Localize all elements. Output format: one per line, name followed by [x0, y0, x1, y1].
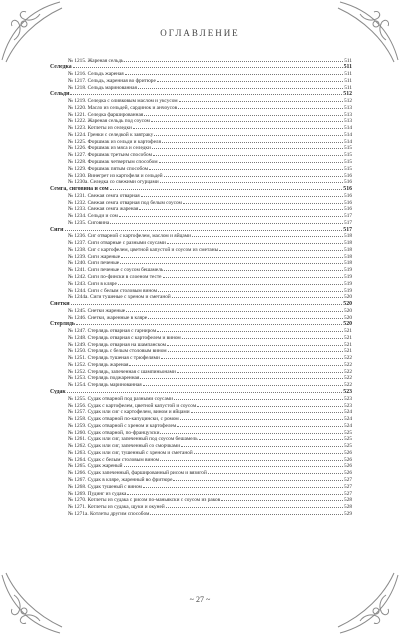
toc-entry-page: 521 — [344, 341, 352, 347]
toc-entry — [50, 394, 352, 401]
toc-entry-page: 519 — [344, 287, 352, 293]
toc-entry-page: 520 — [344, 294, 352, 300]
toc-entry — [50, 455, 352, 462]
toc-entry — [50, 151, 352, 158]
toc-entry-page: 515 — [344, 152, 352, 158]
toc-entry-title: № 1215. Жареная сельдь — [68, 57, 124, 63]
dot-leader — [148, 313, 343, 319]
toc-entry-page: 529 — [344, 510, 352, 517]
toc-entry-title: № 1239. Сиги жареные — [68, 253, 121, 259]
dot-leader — [140, 374, 343, 380]
toc-entry — [50, 509, 352, 516]
toc-entry-title: № 1258. Судак отварной по-капуцински, с ромом — [68, 416, 179, 422]
toc-entry-page: 511 — [344, 77, 352, 84]
dot-leader — [67, 388, 343, 394]
toc-entry-page: 524 — [344, 409, 352, 415]
toc-entry-page: 526 — [344, 456, 352, 462]
toc-entry-title: № 1248. Стерлядь отварная с картофелем и вином — [68, 334, 181, 341]
toc-entry-title: № 1257. Судак или сиг с картофелем, вином и яйцами — [68, 409, 190, 415]
toc-entry — [50, 252, 352, 259]
toc-entry-page: 525 — [344, 443, 352, 449]
toc-entry-title: № 1234. Сельди и сом — [68, 213, 118, 219]
dot-leader — [157, 327, 343, 333]
toc-entry-title: № 1251. Стерлядь тушеная с трюфелями — [68, 355, 160, 361]
toc-entry-page: 525 — [344, 436, 352, 442]
toc-entry-title: Семга, сиговина и сом — [50, 186, 109, 192]
toc-entry — [50, 415, 352, 422]
dot-leader — [173, 475, 343, 481]
dot-leader — [153, 151, 343, 157]
toc-entry — [50, 110, 352, 117]
dot-leader — [151, 117, 343, 123]
toc-entry-title: № 1253. Стерлядь поджаренная — [68, 375, 140, 381]
toc-entry-title: № 1238. Сиг с картофелем, цветной капустой и соусом из сметаны — [68, 246, 219, 253]
toc-entry-title: № 1229. Форшмак пятым способом — [68, 165, 149, 172]
toc-entry — [50, 266, 352, 273]
toc-entry-page: 518 — [344, 240, 352, 246]
toc-entry-page: 517 — [343, 226, 352, 232]
toc-entry — [50, 503, 352, 510]
toc-section-heading — [50, 388, 352, 395]
dot-leader — [164, 171, 343, 177]
toc-entry-title: № 1265. Судак жареный — [68, 463, 123, 469]
dot-leader — [174, 394, 343, 400]
toc-entry-page: 515 — [344, 145, 352, 151]
toc-entry-title: № 1235. Сиговина — [68, 219, 110, 226]
dot-leader — [110, 218, 343, 224]
toc-entry — [50, 70, 352, 77]
toc-entry-page: 521 — [344, 328, 352, 334]
page-title: ОГЛАВЛЕНИЕ — [160, 28, 240, 38]
toc-entry — [50, 191, 352, 198]
toc-entry-page: 518 — [344, 260, 352, 266]
toc-entry-page: 523 — [344, 395, 352, 402]
toc-entry — [50, 428, 352, 435]
toc-entry-title: № 1264. Судак с белым столовым вином — [68, 456, 160, 462]
toc-entry-title: № 1267. Судак в кляре, жаренный во фритюре — [68, 476, 173, 483]
toc-entry — [50, 76, 352, 83]
toc-entry-page: 527 — [344, 476, 352, 483]
toc-entry — [50, 435, 352, 442]
dot-leader — [73, 63, 343, 69]
toc-entry-title: № 1218. Сельдь маринованная — [68, 84, 137, 90]
dot-leader — [119, 212, 343, 218]
toc-entry-page: 522 — [344, 355, 352, 361]
dot-leader — [194, 448, 343, 454]
toc-entry-page: 518 — [344, 253, 352, 259]
toc-entry-title: № 1263. Судак или сиг, тушенный с хреном и сметаной — [68, 449, 193, 456]
dot-leader — [164, 266, 343, 272]
dot-leader — [178, 103, 343, 109]
toc-entry — [50, 83, 352, 90]
toc-entry-title: № 1271. Котлеты из судака, щуки и окуней — [68, 504, 165, 510]
toc-entry-title: № 1266. Судак запеченный, фаршированный рисом и вязигой — [68, 470, 207, 476]
toc-section-heading — [50, 320, 352, 327]
dot-leader — [167, 340, 343, 346]
dot-leader — [161, 354, 343, 360]
toc-entry — [50, 117, 352, 124]
toc-entry-page: 512 — [344, 98, 352, 104]
toc-entry-title: № 1250. Стерлядь с белым столовым вином — [68, 348, 167, 354]
toc-entry — [50, 293, 352, 300]
toc-entry-page: 514 — [344, 131, 352, 138]
toc-entry-page: 524 — [344, 422, 352, 429]
toc-entry-page: 513 — [344, 118, 352, 124]
toc-entry-page: 523 — [343, 389, 352, 395]
toc-entry — [50, 482, 352, 489]
dot-leader — [138, 83, 343, 89]
dot-leader — [162, 137, 343, 143]
toc-entry-title: № 1252. Стерлядь жареная — [68, 361, 129, 368]
toc-entry — [50, 164, 352, 171]
dot-leader — [71, 300, 343, 306]
toc-entry-page: 528 — [344, 497, 352, 503]
toc-entry-page: 513 — [344, 104, 352, 111]
dot-leader — [152, 144, 343, 150]
dot-leader — [160, 428, 343, 434]
toc-entry-title: № 1236. Сиг отварной с картофелем, маслом и яйцами — [68, 233, 191, 239]
toc-entry — [50, 218, 352, 225]
dot-leader — [124, 462, 344, 468]
toc-entry-page: 524 — [344, 416, 352, 422]
dot-leader — [219, 245, 343, 251]
toc-entry — [50, 205, 352, 212]
toc-entry — [50, 130, 352, 137]
toc-entry-page: 525 — [344, 429, 352, 435]
toc-entry-page: 526 — [344, 463, 352, 469]
dot-leader — [158, 286, 343, 292]
toc-entry-title: № 1221. Селедка фаршированная — [68, 111, 144, 117]
toc-entry — [50, 421, 352, 428]
dot-leader — [124, 56, 343, 62]
toc-entry-page: 518 — [344, 246, 352, 253]
dot-leader — [208, 469, 343, 475]
toc-entry-title: № 1270. Котлеты из судака с рисом по-маньякски с соусом из раков — [68, 497, 221, 503]
toc-entry-page: 516 — [343, 186, 352, 192]
dot-leader — [168, 347, 343, 353]
toc-entry — [50, 313, 352, 320]
dot-leader — [177, 421, 343, 427]
toc-entry-page: 522 — [344, 368, 352, 374]
toc-entry-title: № 1232. Свежая семга отварная под белым соусом — [68, 199, 182, 205]
toc-entry-page: 511 — [344, 57, 352, 63]
toc-entry-title: № 1260. Судак отварной, по-французски — [68, 429, 160, 435]
dot-leader — [127, 489, 343, 495]
dot-leader — [126, 306, 343, 312]
toc-entry-title: № 1243. Сиги в кляре — [68, 280, 117, 287]
toc-entry-page: 528 — [344, 504, 352, 510]
toc-entry-page: 526 — [344, 449, 352, 456]
toc-entry-page: 520 — [343, 301, 352, 307]
toc-entry-title: № 1224. Гренки с селедкой к завтраку — [68, 131, 154, 138]
toc-entry — [50, 171, 352, 178]
toc-entry — [50, 198, 352, 205]
toc-entry-title: № 1230. Винегрет из картофеля и сельдей — [68, 172, 163, 178]
toc-entry-page: 522 — [344, 361, 352, 368]
dot-leader — [167, 239, 343, 245]
dot-leader — [139, 205, 343, 211]
dot-leader — [181, 442, 343, 448]
toc-entry — [50, 97, 352, 104]
toc-entry-title: № 1254. Стерлядь маринованная — [68, 382, 142, 388]
toc-entry-title: № 1242. Сиги по-фински в слоеном тесте — [68, 274, 162, 280]
dot-leader — [129, 360, 343, 366]
toc-entry — [50, 475, 352, 482]
toc-entry — [50, 212, 352, 219]
toc-entry — [50, 327, 352, 334]
toc-entry-page: 517 — [344, 213, 352, 219]
toc-entry-title: № 1268. Судак тушеный с вином — [68, 483, 142, 489]
dot-leader — [182, 333, 343, 339]
toc-section-heading — [50, 185, 352, 192]
toc-entry-title: № 1220. Масло из сельдей, сардинок и анчоусов — [68, 104, 178, 111]
dot-leader — [144, 110, 343, 116]
dot-leader — [70, 90, 342, 96]
dot-leader — [199, 435, 343, 441]
toc-entry-title: № 1256. Судак с картофелем, цветной капустой и соусом — [68, 402, 197, 408]
dot-leader — [143, 482, 343, 488]
dot-leader — [110, 185, 343, 191]
toc-entry-page: 518 — [344, 233, 352, 239]
dot-leader — [160, 455, 343, 461]
dot-leader — [141, 191, 343, 197]
toc-entry-page: 519 — [344, 274, 352, 280]
dot-leader — [166, 503, 343, 509]
toc-entry-title: № 1231. Свежая семга отварная — [68, 192, 140, 199]
toc-entry — [50, 374, 352, 381]
dot-leader — [154, 130, 343, 136]
toc-entry-page: 520 — [344, 314, 352, 320]
toc-entry-title: № 1246. Снетки, жаренные в кляре — [68, 314, 148, 320]
toc-entry — [50, 279, 352, 286]
toc-entry — [50, 232, 352, 239]
dot-leader — [221, 496, 343, 502]
toc-entry — [50, 178, 352, 185]
toc-entry-title: № 1230а. Селедка со свежими огурцами — [68, 179, 159, 185]
toc-entry-page: 511 — [344, 71, 352, 77]
toc-entry — [50, 306, 352, 313]
toc-entry-title: Стерлядь — [50, 321, 75, 327]
dot-leader — [180, 415, 343, 421]
toc-entry-page: 511 — [343, 64, 352, 70]
toc-entry-page: 520 — [343, 321, 352, 327]
toc-entry — [50, 360, 352, 367]
dot-leader — [149, 164, 343, 170]
toc-entry-title: № 1228. Форшмак четвертым способом — [68, 158, 158, 165]
toc-entry-page: 514 — [344, 125, 352, 131]
toc-entry — [50, 239, 352, 246]
dot-leader — [118, 279, 343, 285]
toc-entry-page: 516 — [344, 199, 352, 205]
toc-entry — [50, 401, 352, 408]
toc-entry-title: № 1227. Форшмак третьим способом — [68, 152, 152, 158]
toc-entry-page: 527 — [344, 483, 352, 489]
toc-entry-page: 513 — [344, 111, 352, 117]
toc-section-heading — [50, 225, 352, 232]
toc-entry-title: № 1249. Стерлядь отварная на шампанском — [68, 341, 166, 347]
toc-entry-title: № 1222. Жареная сельдь под соусом — [68, 118, 150, 124]
toc-entry-page: 516 — [344, 172, 352, 178]
toc-section-heading — [50, 63, 352, 70]
toc-entry-page: 526 — [344, 470, 352, 476]
page-number: ~ 27 ~ — [189, 595, 211, 604]
toc-entry-title: № 1271а. Котлеты другим способом — [68, 510, 150, 517]
toc-entry-title: Сельди — [50, 91, 70, 97]
toc-entry-title: № 1244а. Сиги тушеные с хреном и сметаной — [68, 294, 171, 300]
toc-entry-title: № 1255. Судак отварной под разными соусами — [68, 395, 173, 402]
toc-entry-title: № 1226. Форшмак из мяса и селедки — [68, 145, 151, 151]
toc-entry-title: № 1252. Стерлядь, запеченная с шампиньонами — [68, 368, 176, 374]
toc-entry-title: № 1259. Судак отварной с хреном и картофелем — [68, 422, 177, 429]
toc-entry — [50, 56, 352, 63]
toc-entry-page: 521 — [344, 348, 352, 354]
toc-entry — [50, 448, 352, 455]
dot-leader — [125, 70, 344, 76]
toc-entry-page: 515 — [344, 158, 352, 165]
table-of-contents — [50, 56, 352, 516]
toc-entry-title: № 1240. Сиги печеные — [68, 260, 120, 266]
toc-entry — [50, 259, 352, 266]
toc-entry-title: Селедка — [50, 64, 72, 70]
dot-leader — [133, 124, 343, 130]
toc-entry — [50, 489, 352, 496]
toc-entry — [50, 333, 352, 340]
dot-leader — [157, 76, 343, 82]
dot-leader — [191, 408, 343, 414]
toc-entry-title: Снетки — [50, 301, 70, 307]
toc-entry — [50, 124, 352, 131]
toc-entry-title: Судак — [50, 389, 66, 395]
dot-leader — [183, 198, 343, 204]
dot-leader — [163, 273, 344, 279]
dot-leader — [179, 97, 343, 103]
toc-entry-page: 521 — [344, 334, 352, 341]
toc-entry-page: 519 — [344, 280, 352, 287]
toc-entry — [50, 367, 352, 374]
toc-entry-title: № 1244. Сиги с белым столовым вином — [68, 287, 158, 293]
toc-entry-title: Сиги — [50, 226, 64, 232]
toc-entry-page: 516 — [344, 179, 352, 185]
dot-leader — [143, 381, 343, 387]
toc-entry-title: № 1247. Стерлядь отварная с гарниром — [68, 328, 157, 334]
toc-entry — [50, 381, 352, 388]
toc-entry — [50, 144, 352, 151]
toc-entry-page: 516 — [344, 192, 352, 199]
toc-entry — [50, 137, 352, 144]
dot-leader — [150, 509, 343, 515]
dot-leader — [120, 259, 343, 265]
toc-entry — [50, 462, 352, 469]
toc-entry — [50, 496, 352, 503]
toc-section-heading — [50, 300, 352, 307]
toc-entry — [50, 157, 352, 164]
toc-entry — [50, 354, 352, 361]
dot-leader — [192, 232, 343, 238]
toc-entry-page: 519 — [344, 267, 352, 273]
toc-entry-page: 522 — [344, 375, 352, 381]
toc-entry — [50, 340, 352, 347]
toc-entry-title: № 1241. Сиги печеные с соусом бешамель — [68, 267, 164, 273]
toc-entry-title: № 1237. Сиги отварные с разными соусами — [68, 240, 166, 246]
toc-entry-page: 527 — [344, 490, 352, 496]
toc-entry-page: 515 — [344, 165, 352, 172]
dot-leader — [160, 178, 343, 184]
toc-entry — [50, 442, 352, 449]
toc-entry-title: № 1245. Снетки жареные — [68, 307, 126, 314]
toc-entry-page: 516 — [344, 206, 352, 212]
toc-entry-page: 514 — [344, 138, 352, 144]
toc-entry-title: № 1216. Сельдь жареная — [68, 71, 124, 77]
toc-entry — [50, 469, 352, 476]
toc-entry — [50, 347, 352, 354]
toc-entry-title: № 1262. Судак или сиг, запеченный со сморчками — [68, 443, 181, 449]
dot-leader — [121, 252, 343, 258]
toc-entry-page: 520 — [344, 307, 352, 314]
dot-leader — [65, 225, 343, 231]
toc-entry — [50, 245, 352, 252]
toc-section-heading — [50, 90, 352, 97]
dot-leader — [76, 320, 342, 326]
toc-entry — [50, 286, 352, 293]
toc-entry — [50, 408, 352, 415]
toc-entry — [50, 103, 352, 110]
toc-entry-title: № 1223. Котлеты из селедки — [68, 125, 132, 131]
toc-entry-page: 517 — [344, 219, 352, 226]
dot-leader — [172, 293, 343, 299]
toc-entry-page: 522 — [344, 382, 352, 388]
toc-entry-page: 512 — [343, 91, 352, 97]
toc-entry-title: № 1269. Пудинг из судака — [68, 490, 127, 496]
toc-entry-title: № 1261. Судак или сиг, запеченный под соусом бешамель — [68, 436, 198, 442]
toc-entry-page: 511 — [344, 84, 352, 90]
toc-entry-page: 523 — [344, 402, 352, 408]
toc-entry-title: № 1225. Форшмак из сельди и картофеля — [68, 138, 162, 144]
toc-entry-title: № 1217. Сельдь, жаренная во фритюре — [68, 77, 156, 84]
toc-entry-title: № 1219. Селедка с оливковым маслом и уксусом — [68, 98, 178, 104]
dot-leader — [197, 401, 343, 407]
toc-entry — [50, 273, 352, 280]
toc-entry-title: № 1233. Свежая семга жареная — [68, 206, 139, 212]
dot-leader — [159, 157, 343, 163]
dot-leader — [177, 367, 343, 373]
